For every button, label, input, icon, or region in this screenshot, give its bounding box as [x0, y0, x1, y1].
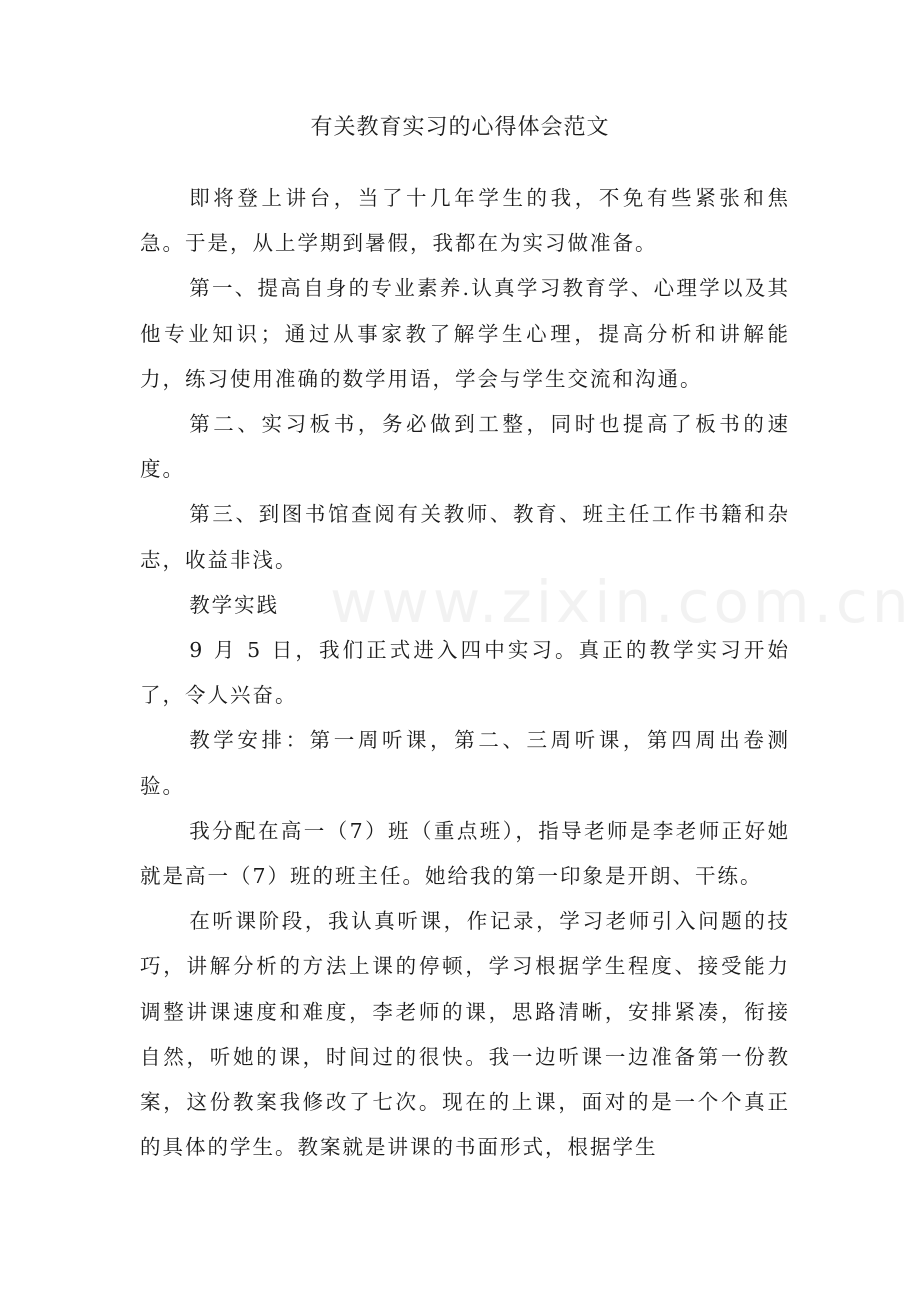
document-title: 有关教育实习的心得体会范文 — [310, 115, 610, 140]
paragraph-first: 第一、提高自身的专业素养.认真学习教育学、心理学以及其他专业知识；通过从事家教了解学生心理，提高分析和讲解能力，练习使用准确的数学用语，学会与学生交流和沟通。 — [140, 276, 790, 391]
paragraph-assignment: 我分配在高一（7）班（重点班），指导老师是李老师正好她就是高一（7）班的班主任。她给我的第一印象是开朗、干练。 — [140, 818, 790, 889]
paragraph-second: 第二、实习板书，务必做到工整，同时也提高了板书的速度。 — [140, 412, 790, 482]
paragraph-third: 第三、到图书馆查阅有关教师、教育、班主任工作书籍和杂志，收益非浅。 — [140, 502, 790, 572]
paragraph-schedule: 教学安排：第一周听课，第二、三周听课，第四周出卷测验。 — [140, 728, 790, 798]
section-heading-teaching-practice: 教学实践 — [189, 592, 280, 617]
document-body — [140, 176, 790, 1170]
paragraph-intro: 即将登上讲台，当了十几年学生的我，不免有些紧张和焦急。于是，从上学期到暑假，我都在为实习做准备。 — [140, 186, 790, 256]
paragraph-sept5: 9 月 5 日，我们正式进入四中实习。真正的教学实习开始了，令人兴奋。 — [140, 638, 790, 708]
paragraph-observation: 在听课阶段，我认真听课，作记录，学习老师引入问题的技巧，讲解分析的方法上课的停顿，学习根据学生程度、接受能力调整讲课速度和难度，李老师的课，思路清晰，安排紧凑，衔接自然，听她的课，时间过的很快。我一边听课一边准备第一份教案，这份教案我修改了七次。现在的上课，面对的是一个个真正的具体的学生。教案就是讲课的书面形式，根据学生 — [140, 909, 790, 1160]
watermark-text: www.zixin.com.cn — [330, 568, 913, 636]
